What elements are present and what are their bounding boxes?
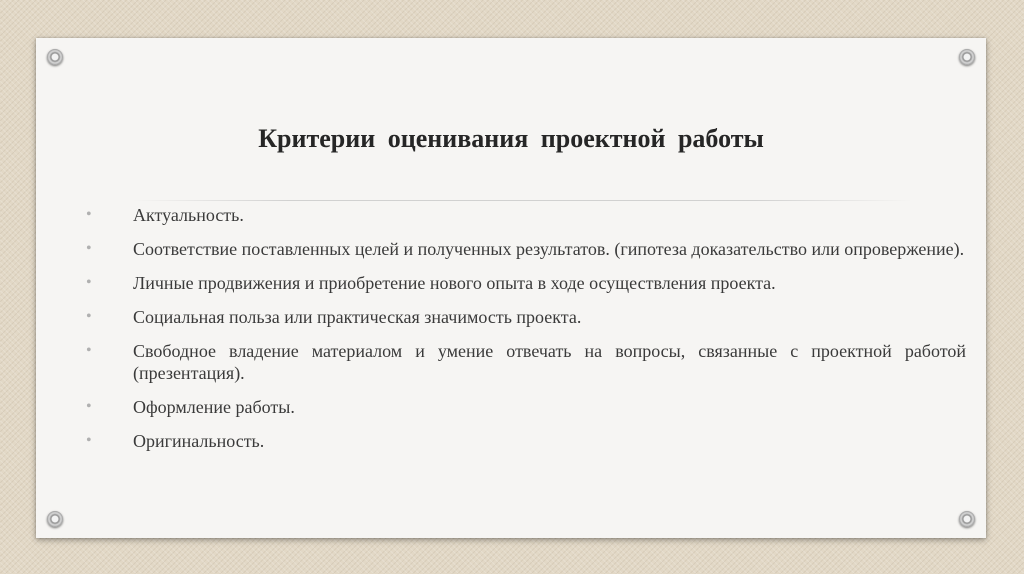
criteria-item-text: Оформление работы.: [133, 397, 295, 417]
slide-title: Критерии оценивания проектной работы: [258, 124, 764, 153]
criteria-item-text: Актуальность.: [133, 205, 244, 225]
criteria-list: [86, 204, 966, 464]
bullet-icon: •: [86, 206, 92, 223]
rivet-icon: [959, 511, 975, 527]
rivet-icon: [47, 511, 63, 527]
bullet-icon: •: [86, 240, 92, 257]
slide-card: [36, 38, 986, 538]
criteria-item: [86, 430, 966, 452]
criteria-item: [86, 340, 966, 384]
rivet-icon: [47, 49, 63, 65]
title-divider: [132, 200, 912, 201]
rivet-icon: [959, 49, 975, 65]
criteria-item: [86, 204, 966, 226]
criteria-item-text: Свободное владение материалом и умение отвечать на вопросы, связанные с проектной работой (презентация).: [133, 341, 966, 383]
bullet-icon: •: [86, 398, 92, 415]
bullet-icon: •: [86, 342, 92, 359]
bullet-icon: •: [86, 432, 92, 449]
criteria-item-text: Личные продвижения и приобретение нового опыта в ходе осуществления проекта.: [133, 273, 776, 293]
criteria-item-text: Социальная польза или практическая значимость проекта.: [133, 307, 582, 327]
criteria-item: [86, 272, 966, 294]
criteria-item: [86, 238, 966, 260]
criteria-item: [86, 396, 966, 418]
bullet-icon: •: [86, 274, 92, 291]
criteria-item-text: Соответствие поставленных целей и полученных результатов. (гипотеза доказательство или опровержение).: [133, 239, 965, 259]
criteria-item-text: Оригинальность.: [133, 431, 265, 451]
criteria-item: [86, 306, 966, 328]
bullet-icon: •: [86, 308, 92, 325]
